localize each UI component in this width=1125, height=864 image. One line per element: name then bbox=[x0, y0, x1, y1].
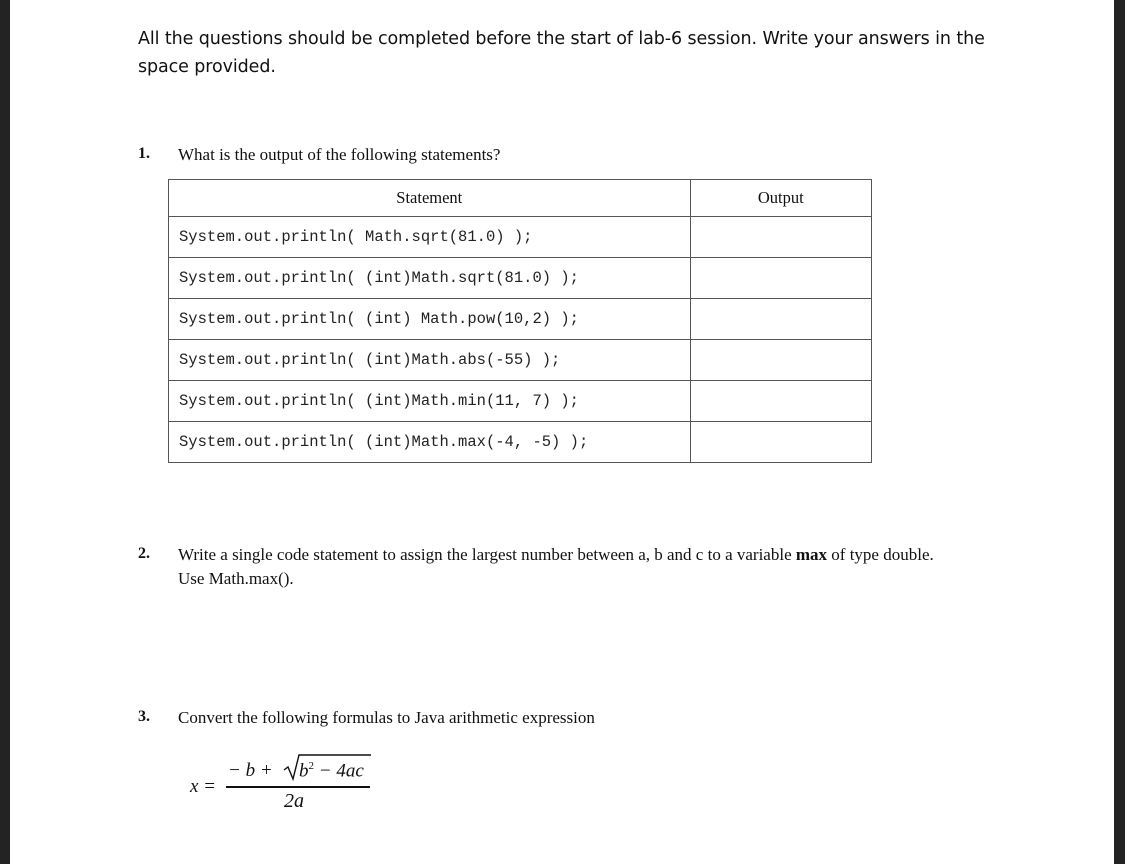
output-cell[interactable] bbox=[690, 422, 871, 463]
table-header-row bbox=[169, 180, 872, 217]
output-cell[interactable] bbox=[690, 258, 871, 299]
formula-numerator-prefix: − b + bbox=[228, 760, 273, 781]
question-2-text-after: of type double. bbox=[827, 545, 934, 564]
statements-table bbox=[168, 179, 872, 463]
formula-denominator: 2a bbox=[284, 790, 304, 812]
output-cell[interactable] bbox=[690, 340, 871, 381]
header-statement: Statement bbox=[169, 180, 691, 217]
output-cell[interactable] bbox=[690, 299, 871, 340]
radicand-base: b bbox=[299, 760, 309, 782]
header-output: Output bbox=[690, 180, 871, 217]
radicand-rest: − 4ac bbox=[314, 760, 364, 782]
question-2-bold-word: max bbox=[795, 545, 828, 564]
output-cell[interactable] bbox=[690, 381, 871, 422]
question-2-number: 2. bbox=[138, 545, 150, 562]
question-3-text: Convert the following formulas to Java arithmetic expression bbox=[178, 708, 595, 727]
formula-radicand bbox=[299, 760, 364, 782]
table-row bbox=[169, 217, 872, 258]
question-1-text: What is the output of the following statements? bbox=[178, 145, 501, 164]
statement-cell: System.out.println( (int)Math.max(-4, -5) ); bbox=[169, 422, 691, 463]
table-row bbox=[169, 381, 872, 422]
table-row bbox=[169, 422, 872, 463]
statement-cell: System.out.println( (int)Math.sqrt(81.0) ); bbox=[169, 258, 691, 299]
fraction-bar bbox=[226, 786, 370, 788]
output-cell[interactable] bbox=[690, 217, 871, 258]
statement-cell: System.out.println( Math.sqrt(81.0) ); bbox=[169, 217, 691, 258]
statement-cell: System.out.println( (int)Math.min(11, 7) ); bbox=[169, 381, 691, 422]
question-3-number: 3. bbox=[138, 708, 150, 725]
table-row bbox=[169, 299, 872, 340]
intro-text: All the questions should be completed before the start of lab-6 session. Write your answers in the space provided. bbox=[138, 29, 985, 77]
formula-lhs: x = bbox=[190, 776, 217, 797]
question-1-number: 1. bbox=[138, 145, 150, 162]
statement-cell: System.out.println( (int) Math.pow(10,2) ); bbox=[169, 299, 691, 340]
document-page bbox=[10, 0, 1114, 864]
radicand-exponent: 2 bbox=[308, 760, 314, 772]
table-row bbox=[169, 340, 872, 381]
table-row bbox=[169, 258, 872, 299]
statement-cell: System.out.println( (int)Math.abs(-55) ); bbox=[169, 340, 691, 381]
question-2-text-before: Write a single code statement to assign the largest number between a, b and c to a variable bbox=[178, 545, 796, 564]
question-2-text bbox=[178, 543, 1028, 567]
question-2-line2: Use Math.max(). bbox=[178, 569, 294, 588]
